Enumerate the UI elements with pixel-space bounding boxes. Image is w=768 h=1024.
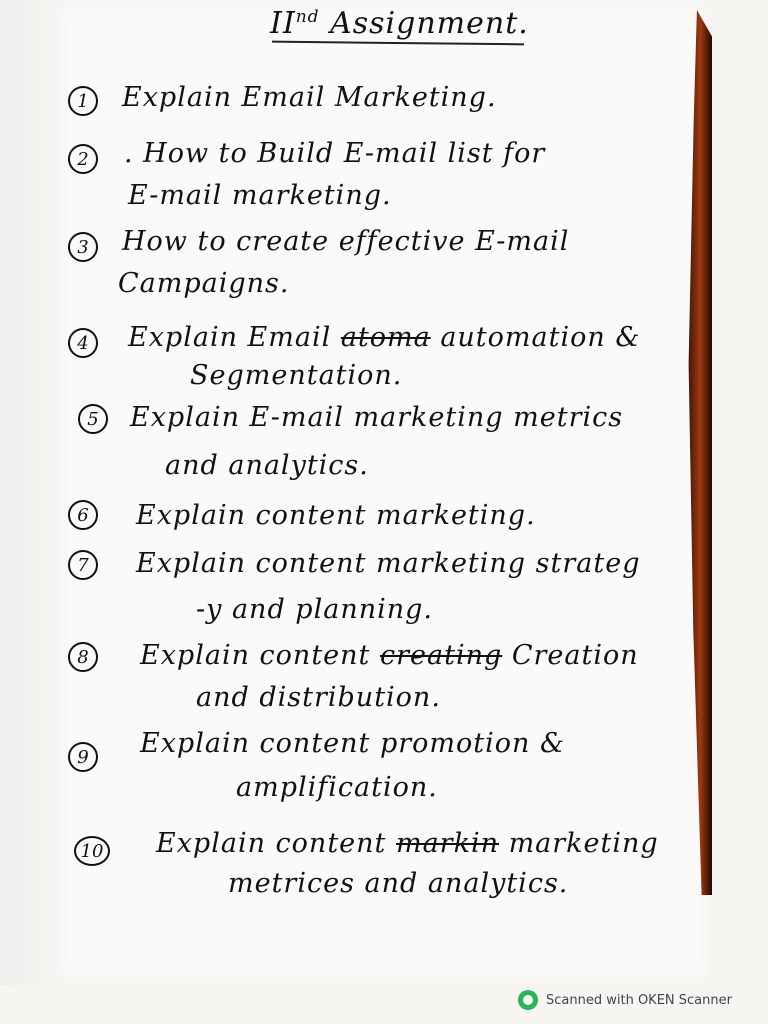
assignment-question-line — [122, 228, 569, 255]
page-title — [270, 6, 529, 41]
assignment-question-line — [124, 140, 545, 167]
assignment-question-line — [165, 452, 369, 479]
assignment-question-line — [128, 182, 392, 209]
assignment-question-line — [122, 84, 497, 111]
item-number-badge: 3 — [68, 232, 98, 262]
title-superscript: nd — [295, 7, 320, 27]
assignment-question-line — [136, 550, 641, 577]
question-text: Explain content promotion & — [140, 728, 566, 759]
assignment-question-line — [156, 830, 659, 857]
question-text: Segmentation. — [190, 360, 403, 391]
scanner-watermark — [518, 988, 732, 1012]
question-text: marketing — [498, 828, 659, 859]
item-number-badge: 1 — [68, 86, 98, 116]
question-text: Explain content marketing strateg — [136, 548, 641, 579]
item-number-badge: 4 — [68, 328, 98, 358]
question-text: and distribution. — [196, 682, 441, 713]
item-number-badge: 9 — [68, 742, 98, 772]
assignment-question-line — [118, 270, 290, 297]
question-text: Explain Email Marketing. — [122, 82, 497, 113]
assignment-question-line — [196, 596, 433, 623]
question-text: and analytics. — [165, 450, 369, 481]
question-text: metrices and analytics. — [228, 868, 569, 899]
question-text: Creation — [502, 640, 639, 671]
item-number-badge: 2 — [68, 144, 98, 174]
assignment-question-line — [236, 774, 438, 801]
page-left-shadow — [0, 0, 60, 985]
assignment-question-line — [190, 362, 402, 389]
item-number-badge: 5 — [78, 404, 108, 434]
scanner-watermark-text: Scanned with OKEN Scanner — [546, 992, 732, 1008]
struck-out-text: atoma — [340, 322, 431, 353]
question-text: Campaigns. — [118, 268, 290, 299]
item-number-badge: 8 — [68, 642, 98, 672]
question-text: E-mail marketing. — [128, 180, 392, 211]
question-text: How to create effective E-mail — [122, 226, 570, 257]
item-number-badge: 10 — [74, 836, 110, 866]
title-prefix: II — [270, 6, 296, 41]
assignment-question-line — [140, 642, 639, 669]
question-text: Explain content — [140, 640, 380, 671]
struck-out-text: creating — [379, 640, 503, 671]
question-text: Explain content marketing. — [136, 500, 536, 531]
assignment-question-line — [136, 502, 536, 529]
item-number-badge: 7 — [68, 550, 98, 580]
question-text: Explain E-mail marketing metrics — [130, 402, 624, 433]
assignment-question-line — [196, 684, 441, 711]
title-text: Assignment. — [330, 6, 529, 41]
assignment-question-line — [140, 730, 565, 757]
question-text: automation & — [430, 322, 641, 353]
scanner-logo-icon — [518, 990, 538, 1010]
question-text: -y and planning. — [196, 594, 433, 625]
assignment-question-line — [130, 404, 623, 431]
question-text: . How to Build E-mail list for — [124, 138, 546, 169]
question-text: Explain content — [156, 828, 396, 859]
question-text: Explain Email — [128, 322, 341, 353]
item-number-badge: 6 — [68, 500, 98, 530]
assignment-question-line — [128, 324, 640, 351]
struck-out-text: markin — [395, 828, 499, 859]
assignment-question-line — [228, 870, 568, 897]
question-text: amplification. — [236, 772, 438, 803]
